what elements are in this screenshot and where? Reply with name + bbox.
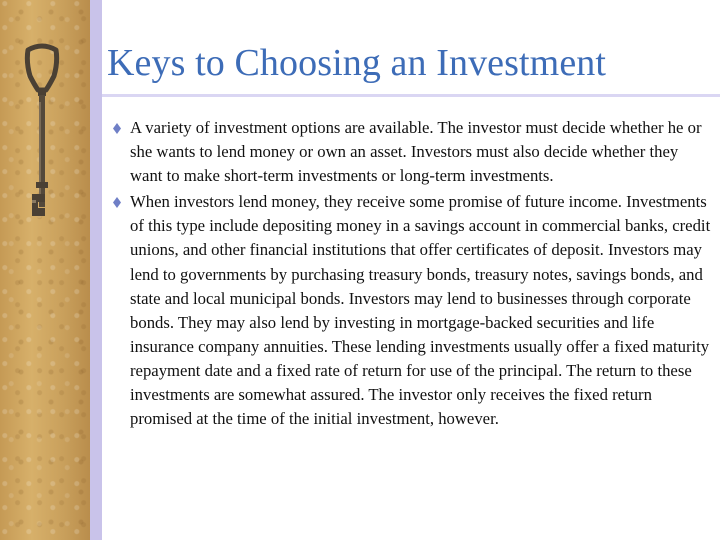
accent-band <box>90 0 102 540</box>
bullet-text: When investors lend money, they receive some promise of future income. Investments of this type include depositing money in a savings account in commercial banks, credit unions, and other financial institutions that offer certificates of deposit. Investors may lend to governments by purchasing treasury bonds, treasury notes, savings bonds, and state and local municipal bonds. Investors may lend to businesses through corporate bonds. They may also lend by investing in mortgage-backed securities and life insurance company annuities. These lending investments usually offer a fixed maturity repayment date and a fixed rate of return for use of the principal. The return to these investments are somewhat assured. The investor only receives the fixed return promised at the time of the initial investment, however. <box>130 192 711 429</box>
decorative-side-strip <box>0 0 90 540</box>
bullet-item <box>112 116 712 188</box>
title-divider <box>102 94 720 97</box>
bullet-text: A variety of investment options are available. The investor must decide whether he or she wants to lend money or own an asset. Investors must also decide whether they want to make short-term investments or long-term investments. <box>130 118 702 186</box>
bullet-list <box>112 116 712 433</box>
antique-key-icon <box>12 42 72 232</box>
diamond-bullet-icon <box>113 197 121 208</box>
slide-title: Keys to Choosing an Investment <box>107 42 607 84</box>
diamond-bullet-icon <box>113 123 121 134</box>
bullet-item <box>112 190 712 431</box>
